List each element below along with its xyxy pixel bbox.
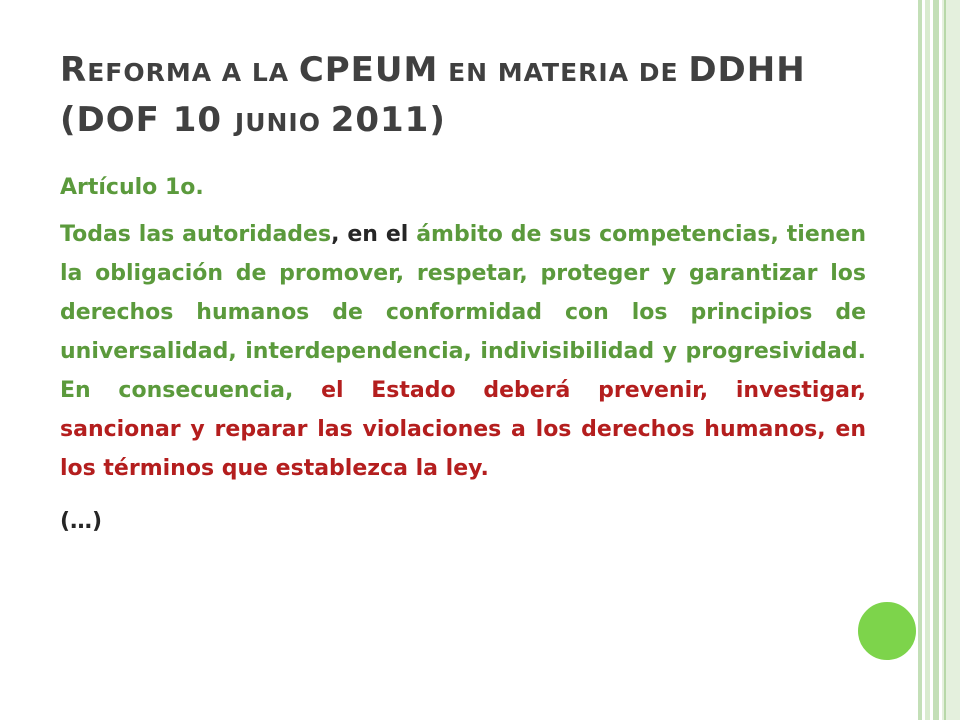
title-segment: 2011) xyxy=(330,100,446,140)
title-line-1 xyxy=(60,48,880,98)
paragraph-segment-obligations: ámbito de sus competencias, tienen la obligación de promover, respetar, proteger y garantizar los derechos humanos de conformidad con los principios de universalidad, interdependencia, indivisibilidad y progresividad. En consecuencia, xyxy=(60,222,866,403)
title-segment: (DOF 10 xyxy=(60,100,235,140)
decor-stripe xyxy=(944,0,946,720)
title-line-2 xyxy=(60,98,880,148)
slide-title xyxy=(60,48,880,148)
paragraph-segment: , en el xyxy=(331,222,417,247)
article-heading: Artículo 1o. xyxy=(60,175,204,200)
decor-circle xyxy=(856,600,918,662)
decor-stripe xyxy=(918,0,922,720)
title-segment: DDHH xyxy=(688,50,806,90)
title-segment: CPEUM xyxy=(298,50,439,90)
article-paragraph xyxy=(60,215,866,488)
decor-stripe xyxy=(925,0,930,720)
slide-body xyxy=(60,168,866,541)
ellipsis: (…) xyxy=(60,509,103,534)
title-segment: JUNIO xyxy=(234,108,331,137)
decor-stripe xyxy=(933,0,939,720)
paragraph-segment-authorities: Todas las autoridades xyxy=(60,222,332,247)
title-segment: R xyxy=(60,50,88,90)
title-segment: EFORMA A LA xyxy=(87,58,299,87)
title-segment: EN MATERIA DE xyxy=(438,58,689,87)
paragraph-segment-state-duties: el Estado deberá prevenir, investigar, sancionar y reparar las violaciones a los derechos humanos, en los términos que establezca la ley. xyxy=(60,378,867,481)
